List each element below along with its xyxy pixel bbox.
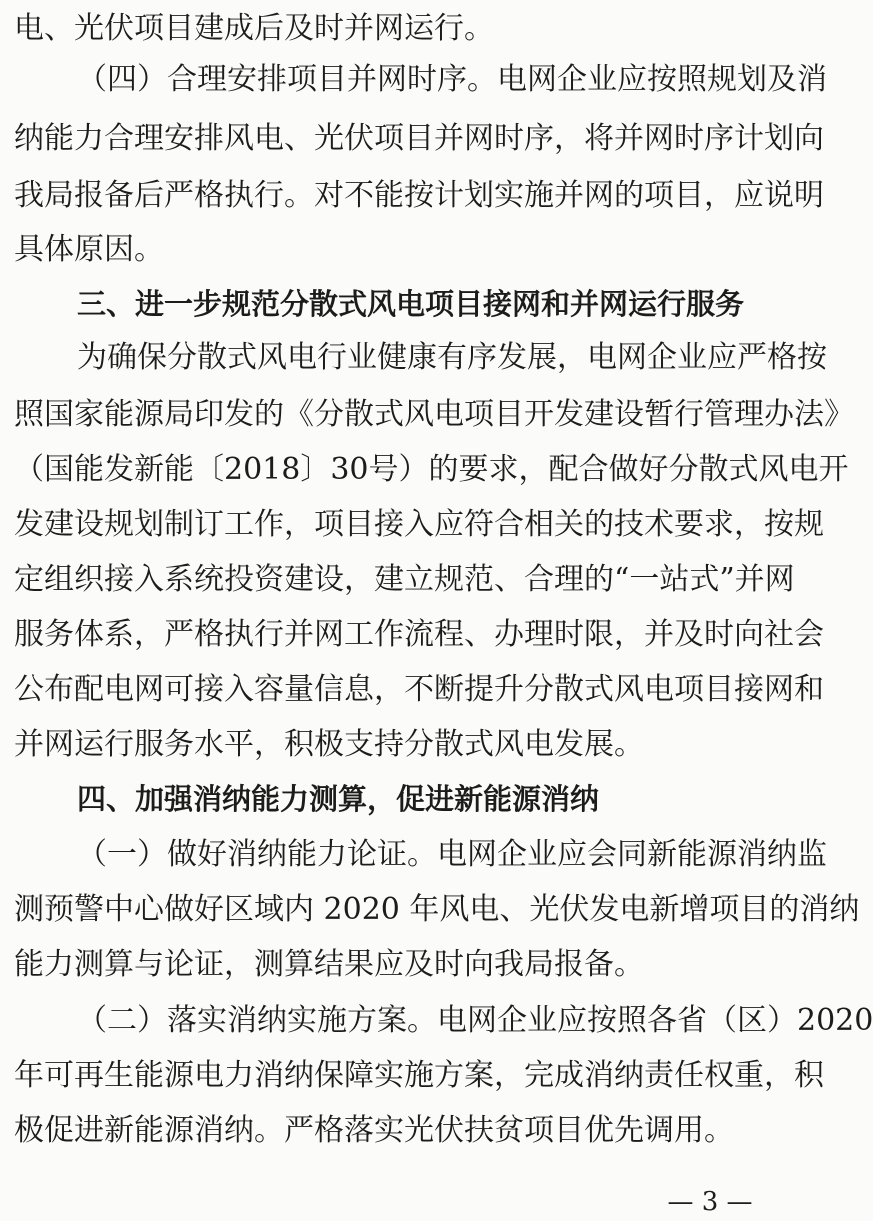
text-line-7: 为确保分散式风电行业健康有序发展，电网企业应严格按	[77, 340, 827, 375]
section-heading-4: 四、加强消纳能力测算，促进新能源消纳	[77, 782, 600, 816]
text-line-3: 纳能力合理安排风电、光伏项目并网时序，将并网时序计划向	[14, 121, 824, 156]
text-line-4: 我局报备后严格执行。对不能按计划实施并网的项目，应说明	[14, 178, 824, 213]
text-line-19: （二）落实消纳实施方案。电网企业应按照各省（区）2020	[77, 1003, 873, 1038]
text-line-14: 并网运行服务水平，积极支持分散式风电发展。	[14, 727, 644, 762]
text-line-9: （国能发新能〔2018〕30号）的要求，配合做好分散式风电开	[14, 452, 849, 487]
text-line-17: 测预警中心做好区域内 2020 年风电、光伏发电新增项目的消纳	[14, 892, 860, 927]
text-line-8: 照国家能源局印发的《分散式风电项目开发建设暂行管理办法》	[14, 397, 854, 432]
text-line-1: 电、光伏项目建成后及时并网运行。	[14, 11, 494, 46]
text-line-10: 发建设规划制订工作，项目接入应符合相关的技术要求，按规	[14, 507, 824, 542]
text-line-21: 极促进新能源消纳。严格落实光伏扶贫项目优先调用。	[14, 1113, 734, 1148]
text-line-13: 公布配电网可接入容量信息，不断提升分散式风电项目接网和	[14, 672, 824, 707]
text-line-18: 能力测算与论证，测算结果应及时向我局报备。	[14, 947, 644, 982]
text-line-5: 具体原因。	[14, 232, 164, 267]
text-line-2: （四）合理安排项目并网时序。电网企业应按照规划及消	[77, 62, 827, 97]
page-number: — 3 —	[667, 1187, 753, 1217]
text-line-16: （一）做好消纳能力论证。电网企业应会同新能源消纳监	[77, 837, 827, 872]
section-heading-3: 三、进一步规范分散式风电项目接网和并网运行服务	[77, 287, 745, 321]
text-line-11: 定组织接入系统投资建设，建立规范、合理的“一站式”并网	[14, 562, 795, 597]
text-line-12: 服务体系，严格执行并网工作流程、办理时限，并及时向社会	[14, 617, 824, 652]
text-line-20: 年可再生能源电力消纳保障实施方案，完成消纳责任权重，积	[14, 1058, 824, 1093]
